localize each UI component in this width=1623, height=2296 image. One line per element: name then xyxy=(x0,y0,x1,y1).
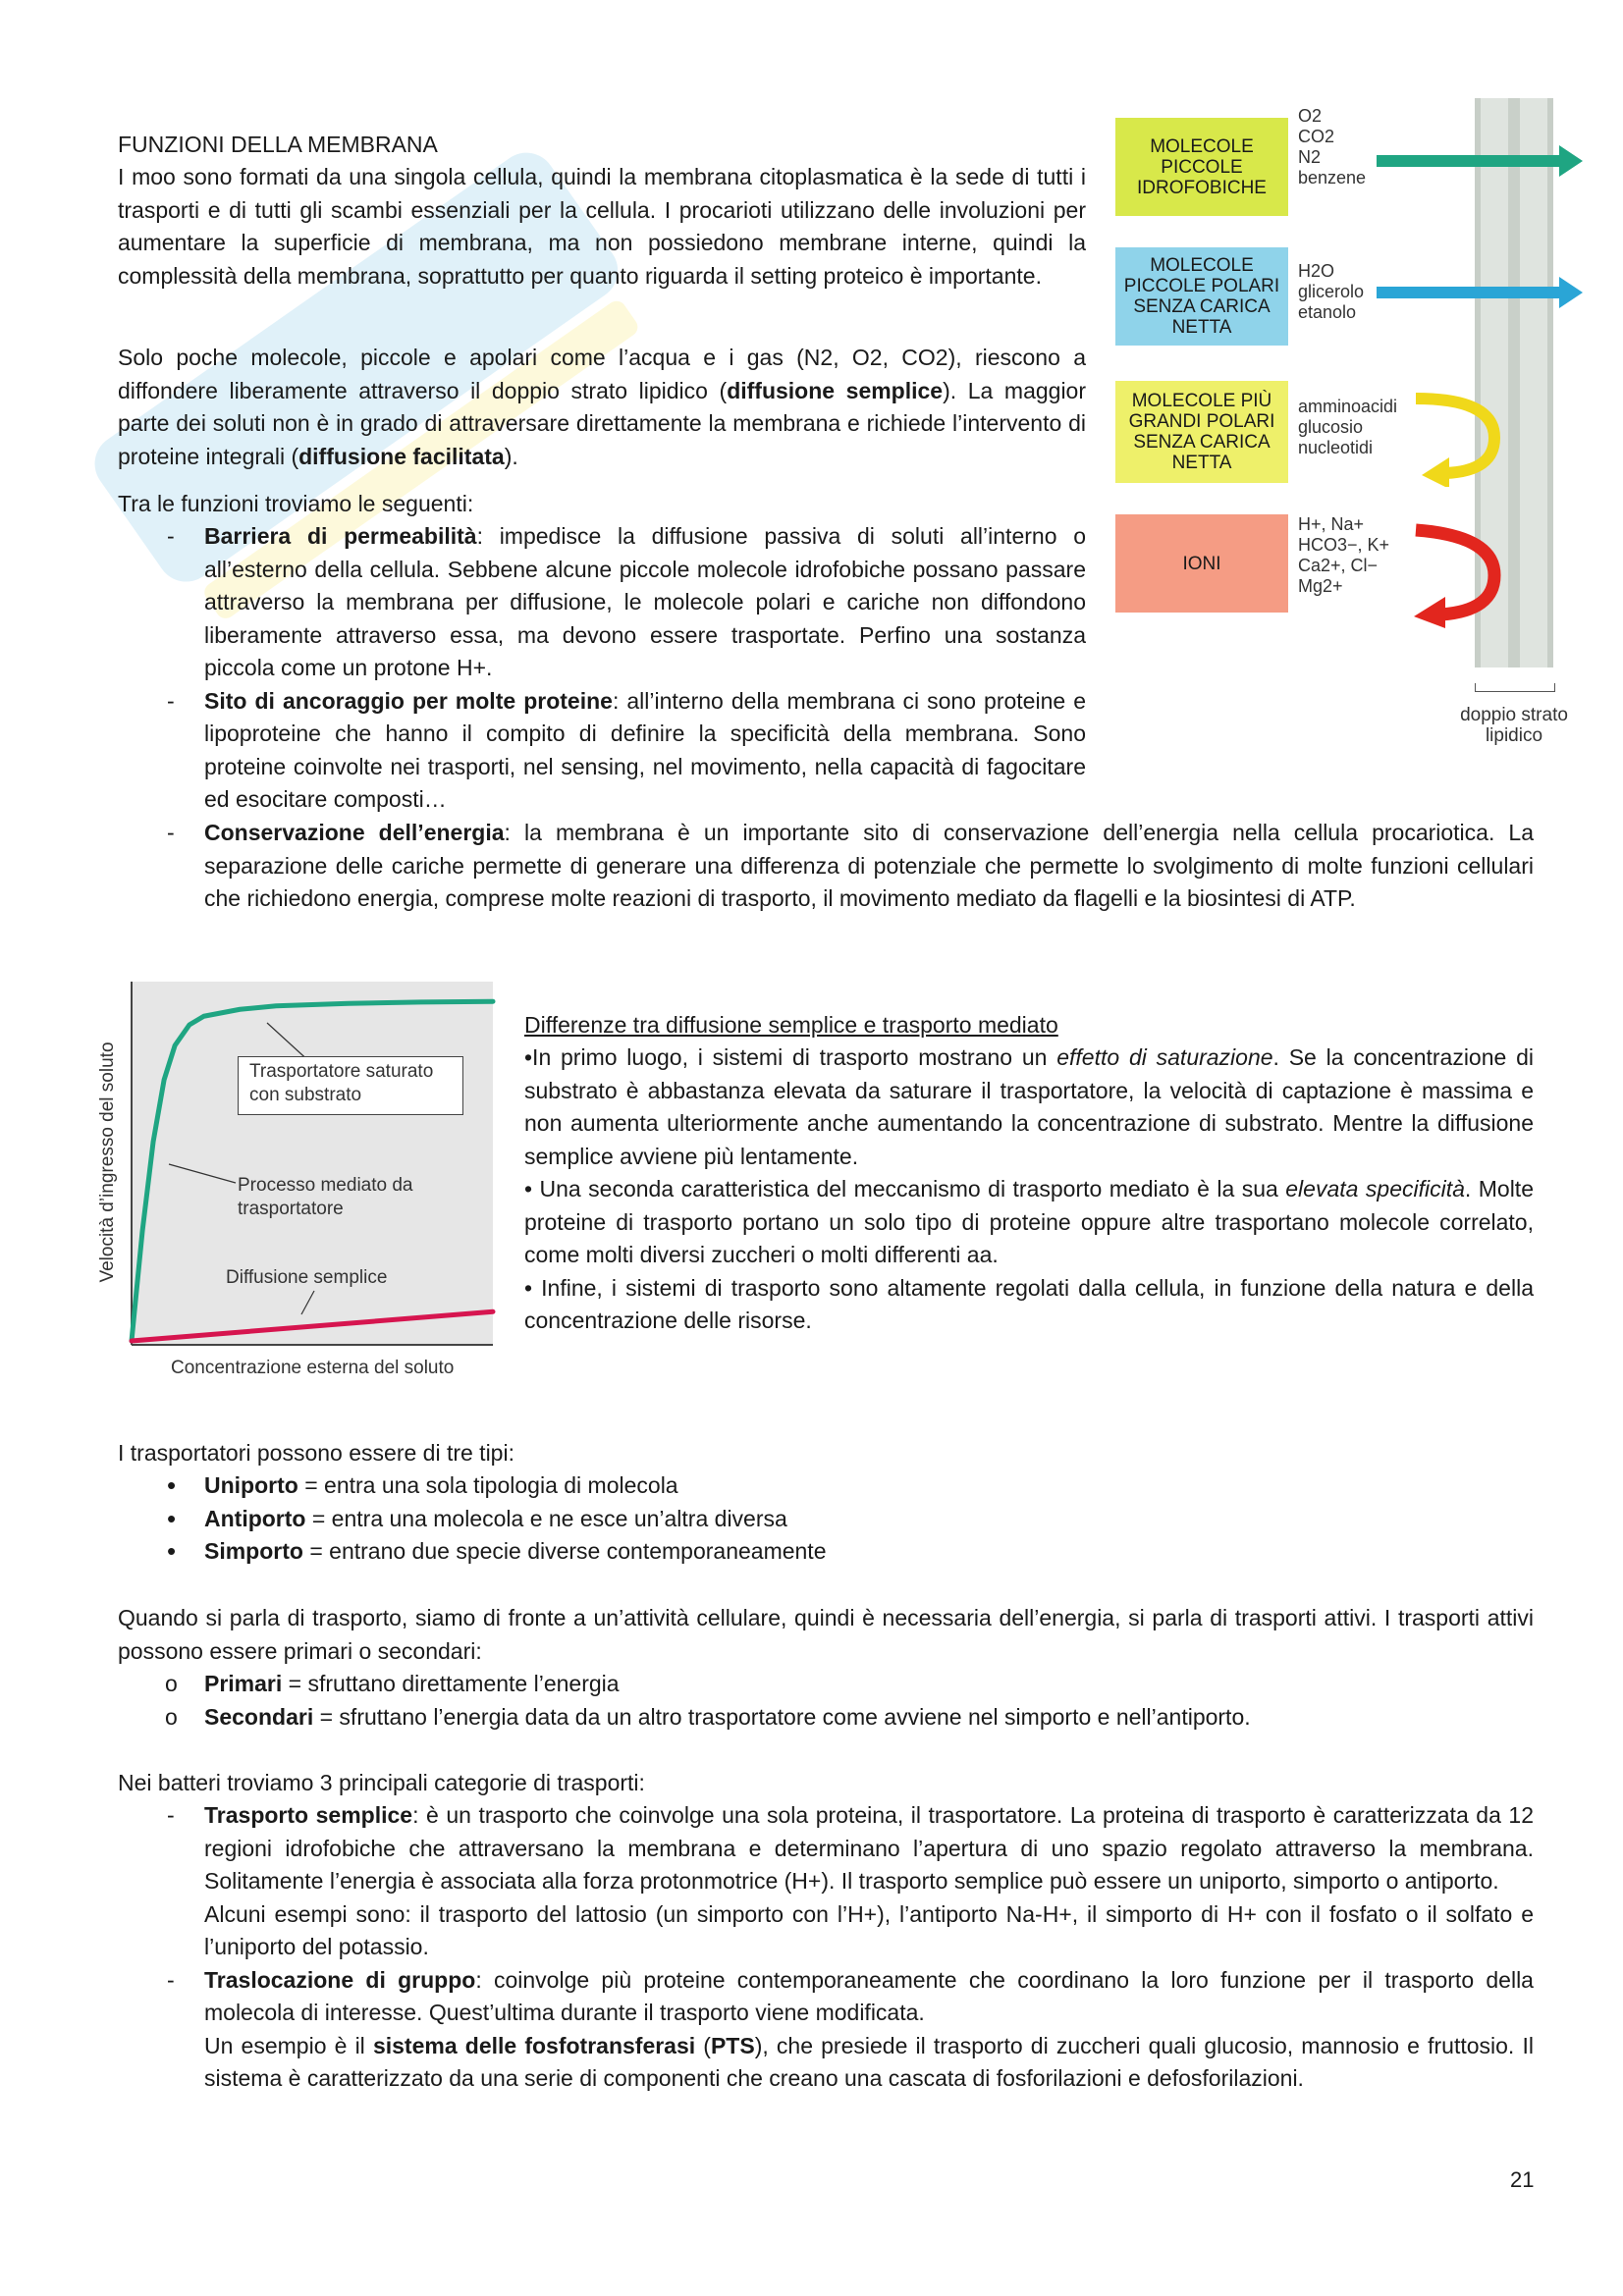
membrane-figure xyxy=(1111,98,1583,746)
y-axis-label: Velocità d’ingresso del soluto xyxy=(97,1041,118,1283)
active-transport-list xyxy=(118,1668,1534,1734)
list-small-polar: H2O glicerolo etanolo xyxy=(1298,261,1365,322)
series-line-mediated xyxy=(132,1001,493,1341)
list-ions: H+, Na+ HCO3−, K+ Ca2+, Cl− Mg2+ xyxy=(1298,514,1390,596)
differences-text xyxy=(524,1041,1534,1338)
list-item: - Conservazione dell’energia: la membrana è un importante sito di conservazione dell’energia nella cellula procariotica. La separazione delle cariche permette di generare una differenza di potenziale che permette lo svolgimento di molte funzioni cellulari che richiedono energia, comprese molte reazioni di trasporto, il movimento mediato da flagelli e la biosintesi di ATP. xyxy=(118,817,1534,916)
functions-list xyxy=(118,520,1086,817)
list-item: - Barriera di permeabilità: impedisce la diffusione passiva di soluti all’interno o all’esterno della cellula. Sebbene alcune piccole molecole idrofobiche possano passare attraverso la membrana per diffusione, le molecole polari e cariche non diffondono liberamente attraverso essa, ma devono essere trasportate. Perfino una sostanza piccola come un protone H+. xyxy=(118,520,1086,685)
series-line-simple-diffusion xyxy=(132,1311,493,1341)
annotation-mediated: Processo mediato da trasportatore xyxy=(238,1175,413,1219)
list-item: o Secondari = sfruttano l’energia data da un altro trasportatore come avviene nel simporto e nell’antiporto. xyxy=(118,1701,1534,1735)
arrow-bounce-back-icon xyxy=(1396,520,1514,628)
list-item: - Trasporto semplice: è un trasporto che coinvolge una sola proteina, il trasportatore. La proteina di trasporto è caratterizzata da 12 regioni idrofobiche che attraversano la membrana e determinano l’apertura di uno spazio regolato attraverso la membrana. Solitamente l’energia è associata alla forza protonmotrice (H+). Il trasporto semplice può essere un uniporto, simporto o antiporto. Alcuni esempi sono: il trasporto del lattosio (un simporto con l’H+), l’antiporto Na-H+, il simporto di H+ con il fosfato o il solfato e l’uniporto del potassio. xyxy=(118,1799,1534,1964)
transporters-list xyxy=(118,1469,1534,1569)
list-item: - Traslocazione di gruppo: coinvolge più proteine contemporaneamente che coordinano la loro funzione per il trasporto della molecola di interesse. Quest’ultima durante il trasporto viene modificata. Un esempio è il sistema delle fosfotransferasi (PTS), che presiede il trasporto di zuccheri quali glucosio, mannosio e fruttosio. Il sistema è caratterizzato da una serie di componenti che creano una cascata di fosforilazioni e defosforilazioni. xyxy=(118,1964,1534,2096)
annotation-saturated: Trasportatore saturato con substrato xyxy=(249,1061,434,1105)
saturation-chart xyxy=(98,982,501,1386)
x-axis-label: Concentrazione esterna del soluto xyxy=(171,1358,455,1378)
categories-list xyxy=(118,1799,1534,2096)
active-transport-intro: Quando si parla di trasporto, siamo di fronte a un’attività cellulare, quindi è necessaria dell’energia, si parla di trasporti attivi. I trasporti attivi possono essere primari o secondari: xyxy=(118,1605,1534,1664)
list-item: o Primari = sfruttano direttamente l’energia xyxy=(118,1668,1534,1701)
box-small-hydrophobic: MOLECOLE PICCOLE IDROFOBICHE xyxy=(1115,118,1288,216)
arrow-bounce-back-icon xyxy=(1406,389,1514,487)
intro-paragraph: I moo sono formati da una singola cellula, quindi la membrana citoplasmatica è la sede di tutti i trasporti e di tutti gli scambi essenziali per la cellula. I procarioti utilizzano delle involuzioni per aumentare la superficie di membrana, ma non possiedono membrane interne, quindi la complessità della membrana, soprattutto per quanto riguarda il setting proteico è importante. xyxy=(118,164,1086,289)
list-small-hydrophobic: O2 CO2 N2 benzene xyxy=(1298,106,1367,187)
categories-intro: Nei batteri troviamo 3 principali categorie di trasporti: xyxy=(118,1770,645,1795)
box-small-polar: MOLECOLE PICCOLE POLARI SENZA CARICA NETTA xyxy=(1115,247,1288,346)
functions-intro: Tra le funzioni troviamo le seguenti: xyxy=(118,491,474,516)
list-item: • Uniporto = entra una sola tipologia di molecola xyxy=(118,1469,1534,1503)
functions-list-continued xyxy=(118,817,1534,916)
annotation-simple-diffusion: Diffusione semplice xyxy=(226,1267,388,1288)
differences-point: •In primo luogo, i sistemi di trasporto mostrano un effetto di saturazione. Se la concentrazione di substrato è abbastanza elevata da saturare il trasportatore, la velocità di captazione è massima e non aumenta ulteriormente anche aumentando la concentrazione di substrato. Mentre la diffusione semplice avviene più lentamente. xyxy=(524,1044,1534,1169)
differences-point: • Una seconda caratteristica del meccanismo di trasporto mediato è la sua elevata specificità. Molte proteine di trasporto portano un solo tipo di proteine oppure altre trasportano molecole correlato, come molti diversi zuccheri o molti differenti aa. xyxy=(524,1176,1534,1267)
list-item: • Antiporto = entra una molecola e ne esce un’altra diversa xyxy=(118,1503,1534,1536)
bilayer-bracket xyxy=(1475,683,1555,692)
page-title: FUNZIONI DELLA MEMBRANA xyxy=(118,132,438,157)
arrow-pass-through-icon xyxy=(1377,143,1585,179)
list-item: • Simporto = entrano due specie diverse contemporaneamente xyxy=(118,1535,1534,1569)
box-large-polar: MOLECOLE PIÙ GRANDI POLARI SENZA CARICA NETTA xyxy=(1115,381,1288,483)
bilayer-label: doppio strato lipidico xyxy=(1460,705,1568,746)
page-number: 21 xyxy=(1510,2167,1535,2192)
list-large-polar: amminoacidi glucosio nucleotidi xyxy=(1298,397,1398,457)
diffusion-paragraph: Solo poche molecole, piccole e apolari come l’acqua e i gas (N2, O2, CO2), riescono a diffondere liberamente attraverso il doppio strato lipidico (diffusione semplice). La maggior parte dei soluti non è in grado di attraversare direttamente la membrana e richiede l’intervento di proteine integrali (diffusione facilitata). xyxy=(118,345,1087,469)
arrow-pass-through-icon xyxy=(1377,275,1585,310)
transporters-intro: I trasportatori possono essere di tre tipi: xyxy=(118,1440,514,1466)
list-item: - Sito di ancoraggio per molte proteine: all’interno della membrana ci sono proteine e lipoproteine che hanno il compito di definire la specificità della membrana. Sono proteine coinvolte nei trasporti, nel sensing, nel movimento, nella capacità di fagocitare ed esocitare composti… xyxy=(118,685,1086,817)
section-title-differences: Differenze tra diffusione semplice e trasporto mediato xyxy=(524,1012,1058,1038)
differences-point: • Infine, i sistemi di trasporto sono altamente regolati dalla cellula, in funzione della natura e della concentrazione delle risorse. xyxy=(524,1274,1534,1333)
box-ions: IONI xyxy=(1115,514,1288,613)
